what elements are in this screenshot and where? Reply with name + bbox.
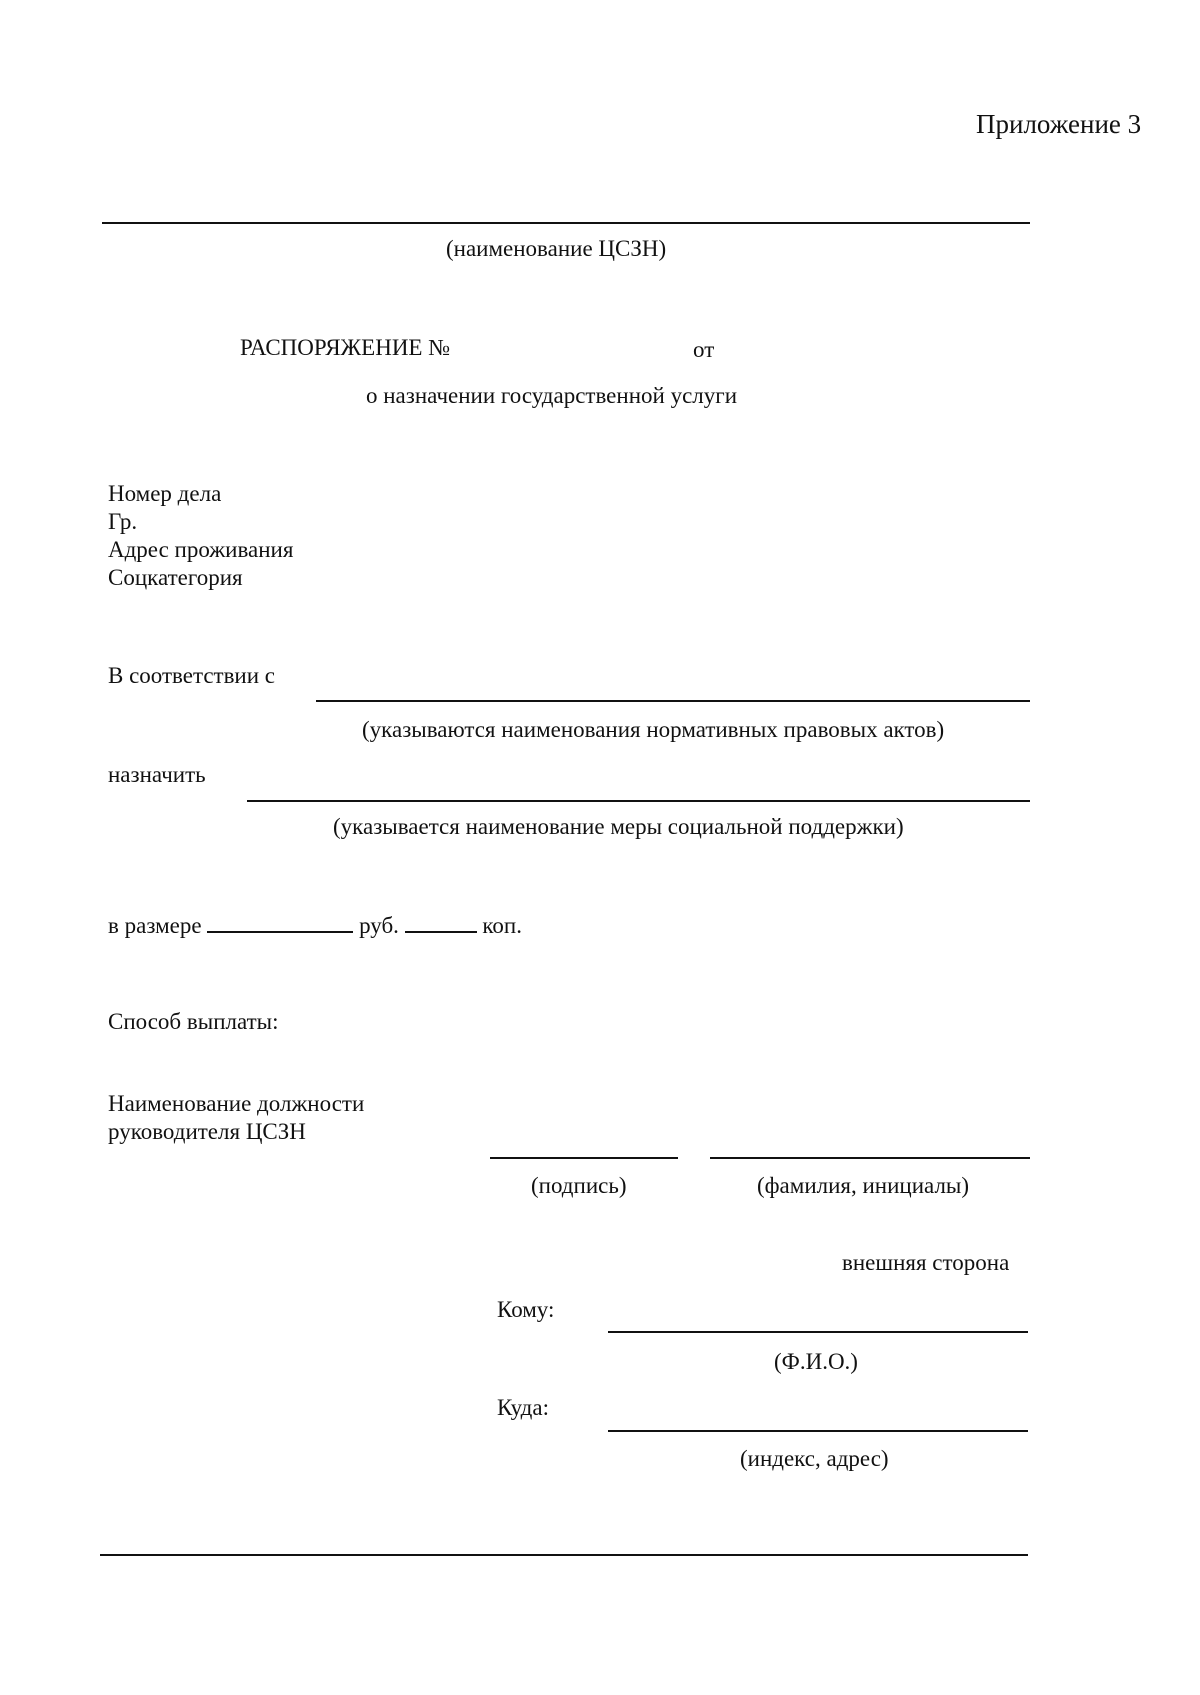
assign-line xyxy=(247,800,1030,802)
social-category-label: Соцкатегория xyxy=(108,565,243,590)
payment-method-label: Способ выплаты: xyxy=(108,1009,279,1034)
kop-field-line xyxy=(405,911,477,933)
basis-caption: (указываются наименования нормативных правовых актов) xyxy=(362,717,945,742)
org-name-line xyxy=(102,222,1030,224)
appendix-label: Приложение 3 xyxy=(976,109,1142,139)
citizen-label: Гр. xyxy=(108,509,138,534)
outer-side-label: внешняя сторона xyxy=(842,1250,1010,1275)
assign-caption: (указывается наименование меры социальной поддержки) xyxy=(333,814,904,839)
amount-label: в размере xyxy=(108,913,202,938)
rub-label: руб. xyxy=(359,913,399,938)
name-line xyxy=(710,1157,1030,1159)
org-name-caption: (наименование ЦСЗН) xyxy=(446,236,667,261)
head-position-line2: руководителя ЦСЗН xyxy=(108,1119,306,1144)
address-label: Адрес проживания xyxy=(108,537,294,562)
signature-caption: (подпись) xyxy=(531,1173,627,1198)
name-caption: (фамилия, инициалы) xyxy=(757,1173,970,1198)
order-subject: о назначении государственной услуги xyxy=(366,383,737,408)
recipient-label: Кому: xyxy=(497,1297,555,1322)
address-to-line xyxy=(608,1430,1028,1432)
basis-label: В соответствии с xyxy=(108,663,276,688)
order-date-label: от xyxy=(693,337,715,362)
bottom-rule xyxy=(100,1554,1028,1556)
signature-line xyxy=(490,1157,678,1159)
amount-row xyxy=(108,911,522,940)
recipient-caption: (Ф.И.О.) xyxy=(774,1349,858,1374)
order-title: РАСПОРЯЖЕНИЕ № xyxy=(240,335,451,360)
assign-label: назначить xyxy=(108,762,206,787)
address-to-label: Куда: xyxy=(497,1395,549,1420)
recipient-line xyxy=(608,1331,1028,1333)
case-number-label: Номер дела xyxy=(108,481,222,506)
kop-label: коп. xyxy=(482,913,522,938)
head-position-line1: Наименование должности xyxy=(108,1091,365,1116)
rub-field-line xyxy=(207,911,353,933)
basis-line xyxy=(316,700,1030,702)
address-to-caption: (индекс, адрес) xyxy=(740,1446,889,1471)
